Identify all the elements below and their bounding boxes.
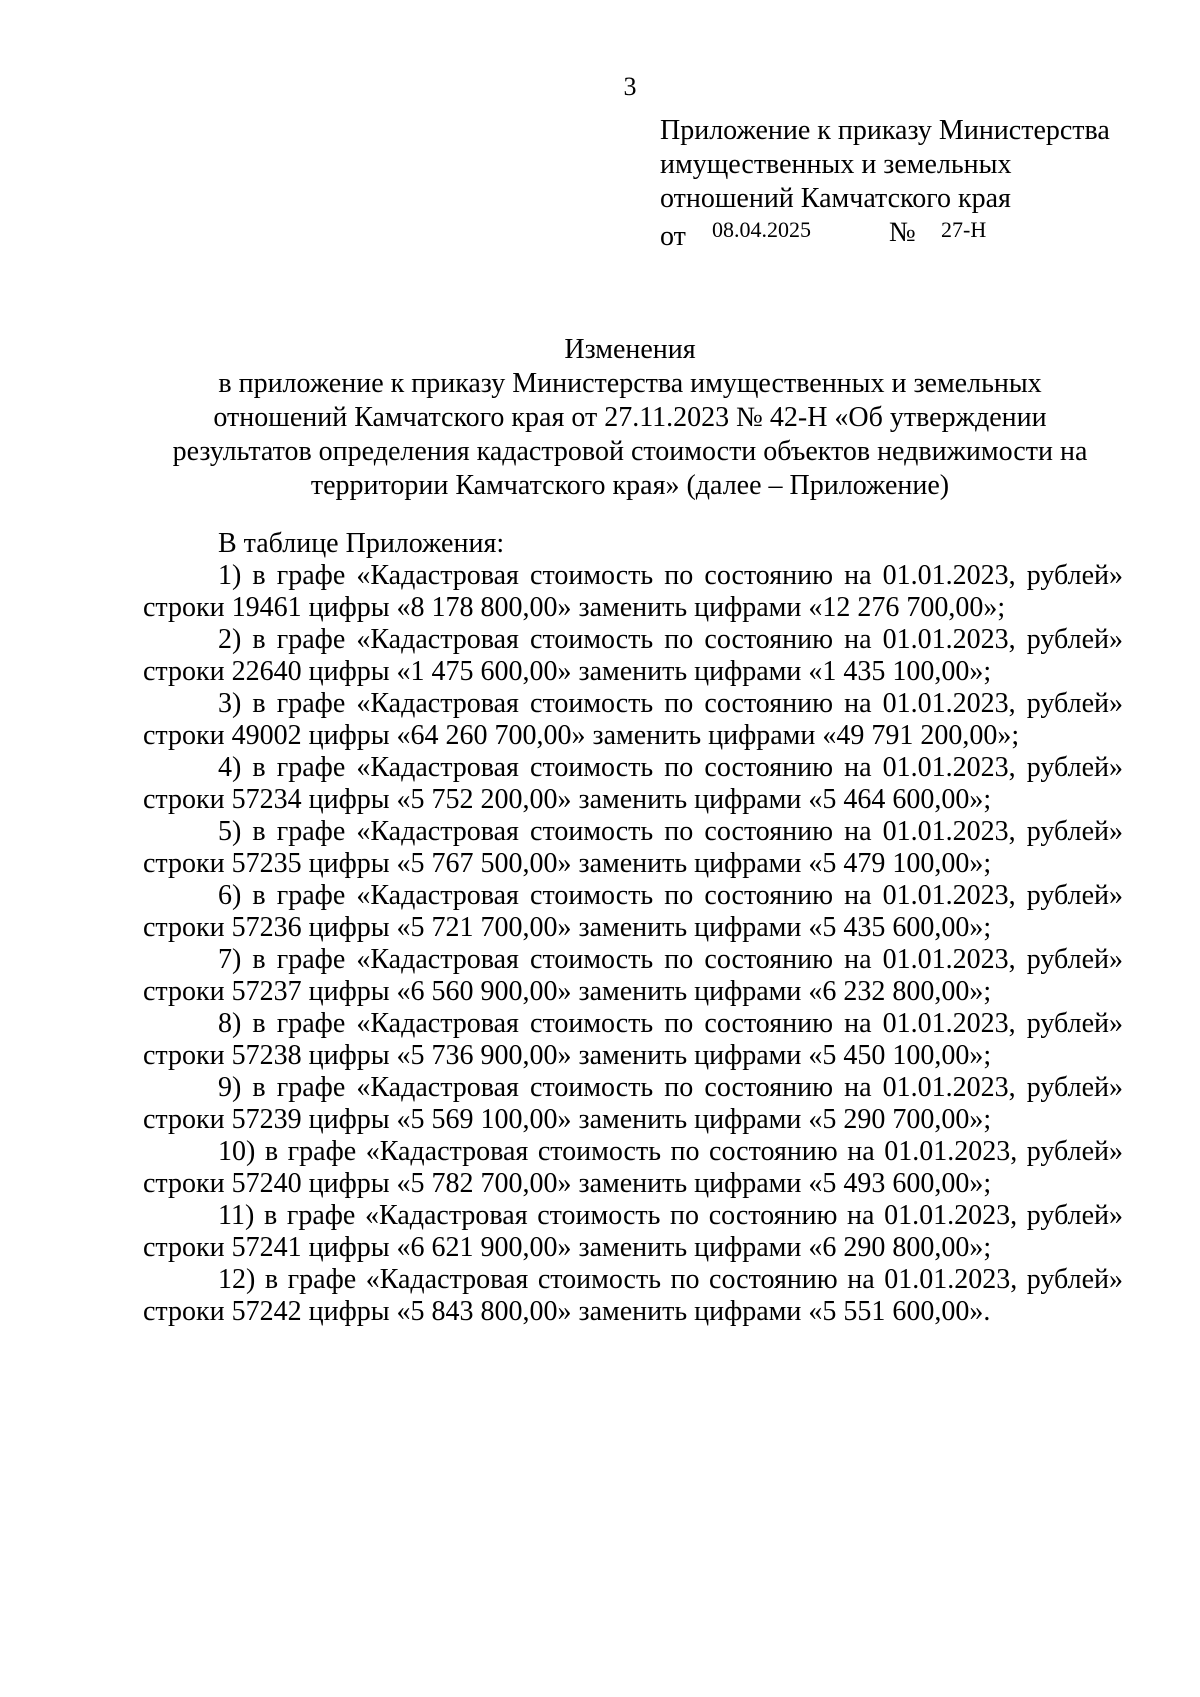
appendix-header bbox=[660, 114, 1160, 252]
order-number: 27-Н bbox=[941, 217, 987, 242]
amendment-line: 10) в графе «Кадастровая стоимость по состоянию на 01.01.2023, рублей» bbox=[218, 1136, 1123, 1167]
amendment-line: 9) в графе «Кадастровая стоимость по состоянию на 01.01.2023, рублей» bbox=[218, 1072, 1123, 1103]
page-number: 3 bbox=[623, 72, 637, 101]
title-line: результатов определения кадастровой стоимости объектов недвижимости на bbox=[172, 436, 1088, 467]
amendment-line: строки 57238 цифры «5 736 900,00» заменить цифрами «5 450 100,00»; bbox=[143, 1040, 992, 1071]
amendment-item bbox=[143, 1008, 1123, 1072]
amendment-line: 11) в графе «Кадастровая стоимость по состоянию на 01.01.2023, рублей» bbox=[218, 1200, 1123, 1231]
order-date: 08.04.2025 bbox=[712, 217, 811, 242]
amendment-line: строки 57241 цифры «6 621 900,00» заменить цифрами «6 290 800,00»; bbox=[143, 1232, 992, 1263]
amendment-line: 12) в графе «Кадастровая стоимость по состоянию на 01.01.2023, рублей» bbox=[218, 1264, 1123, 1295]
title-line: территории Камчатского края» (далее – Приложение) bbox=[310, 470, 950, 501]
amendment-line: строки 57239 цифры «5 569 100,00» заменить цифрами «5 290 700,00»; bbox=[143, 1104, 992, 1135]
amendment-line: 6) в графе «Кадастровая стоимость по состоянию на 01.01.2023, рублей» bbox=[218, 880, 1123, 911]
document-title bbox=[120, 333, 1140, 503]
number-sign: № bbox=[889, 217, 916, 248]
amendment-line: 3) в графе «Кадастровая стоимость по состоянию на 01.01.2023, рублей» bbox=[218, 688, 1123, 719]
document-body bbox=[143, 528, 1123, 1328]
amendment-line: 2) в графе «Кадастровая стоимость по состоянию на 01.01.2023, рублей» bbox=[218, 624, 1123, 655]
amendment-item bbox=[143, 816, 1123, 880]
amendment-item bbox=[143, 688, 1123, 752]
amendment-line: 5) в графе «Кадастровая стоимость по состоянию на 01.01.2023, рублей» bbox=[218, 816, 1123, 847]
amendment-line: строки 57236 цифры «5 721 700,00» заменить цифрами «5 435 600,00»; bbox=[143, 912, 992, 943]
amendment-line: строки 57234 цифры «5 752 200,00» заменить цифрами «5 464 600,00»; bbox=[143, 784, 992, 815]
amendment-line: строки 57235 цифры «5 767 500,00» заменить цифрами «5 479 100,00»; bbox=[143, 848, 992, 879]
amendment-item bbox=[143, 944, 1123, 1008]
amendment-line: 7) в графе «Кадастровая стоимость по состоянию на 01.01.2023, рублей» bbox=[218, 944, 1123, 975]
amendment-line: строки 49002 цифры «64 260 700,00» заменить цифрами «49 791 200,00»; bbox=[143, 720, 1020, 751]
title-line: в приложение к приказу Министерства имущественных и земельных bbox=[218, 368, 1042, 399]
amendment-line: 4) в графе «Кадастровая стоимость по состоянию на 01.01.2023, рублей» bbox=[218, 752, 1123, 783]
amendment-line: 8) в графе «Кадастровая стоимость по состоянию на 01.01.2023, рублей» bbox=[218, 1008, 1123, 1039]
amendment-line: строки 57240 цифры «5 782 700,00» заменить цифрами «5 493 600,00»; bbox=[143, 1168, 992, 1199]
amendment-item bbox=[143, 1264, 1123, 1328]
intro-paragraph: В таблице Приложения: bbox=[218, 528, 505, 559]
title-line: отношений Камчатского края от 27.11.2023 № 42-Н «Об утверждении bbox=[213, 402, 1047, 433]
amendment-line: строки 22640 цифры «1 475 600,00» заменить цифрами «1 435 100,00»; bbox=[143, 656, 992, 687]
amendment-item bbox=[143, 1200, 1123, 1264]
amendment-line: строки 57242 цифры «5 843 800,00» заменить цифрами «5 551 600,00». bbox=[143, 1296, 991, 1327]
amendment-item bbox=[143, 752, 1123, 816]
title-heading: Изменения bbox=[564, 334, 696, 365]
date-prefix: от bbox=[660, 221, 686, 252]
amendment-item bbox=[143, 624, 1123, 688]
amendment-item bbox=[143, 560, 1123, 624]
appendix-line: отношений Камчатского края bbox=[660, 183, 1011, 214]
order-date-number-line bbox=[660, 216, 1160, 252]
amendment-item bbox=[143, 880, 1123, 944]
appendix-line: имущественных и земельных bbox=[660, 149, 1012, 180]
amendment-item bbox=[143, 1136, 1123, 1200]
amendment-line: 1) в графе «Кадастровая стоимость по состоянию на 01.01.2023, рублей» bbox=[218, 560, 1123, 591]
amendment-line: строки 57237 цифры «6 560 900,00» заменить цифрами «6 232 800,00»; bbox=[143, 976, 992, 1007]
appendix-line: Приложение к приказу Министерства bbox=[660, 115, 1110, 146]
amendment-line: строки 19461 цифры «8 178 800,00» заменить цифрами «12 276 700,00»; bbox=[143, 592, 1006, 623]
amendment-item bbox=[143, 1072, 1123, 1136]
